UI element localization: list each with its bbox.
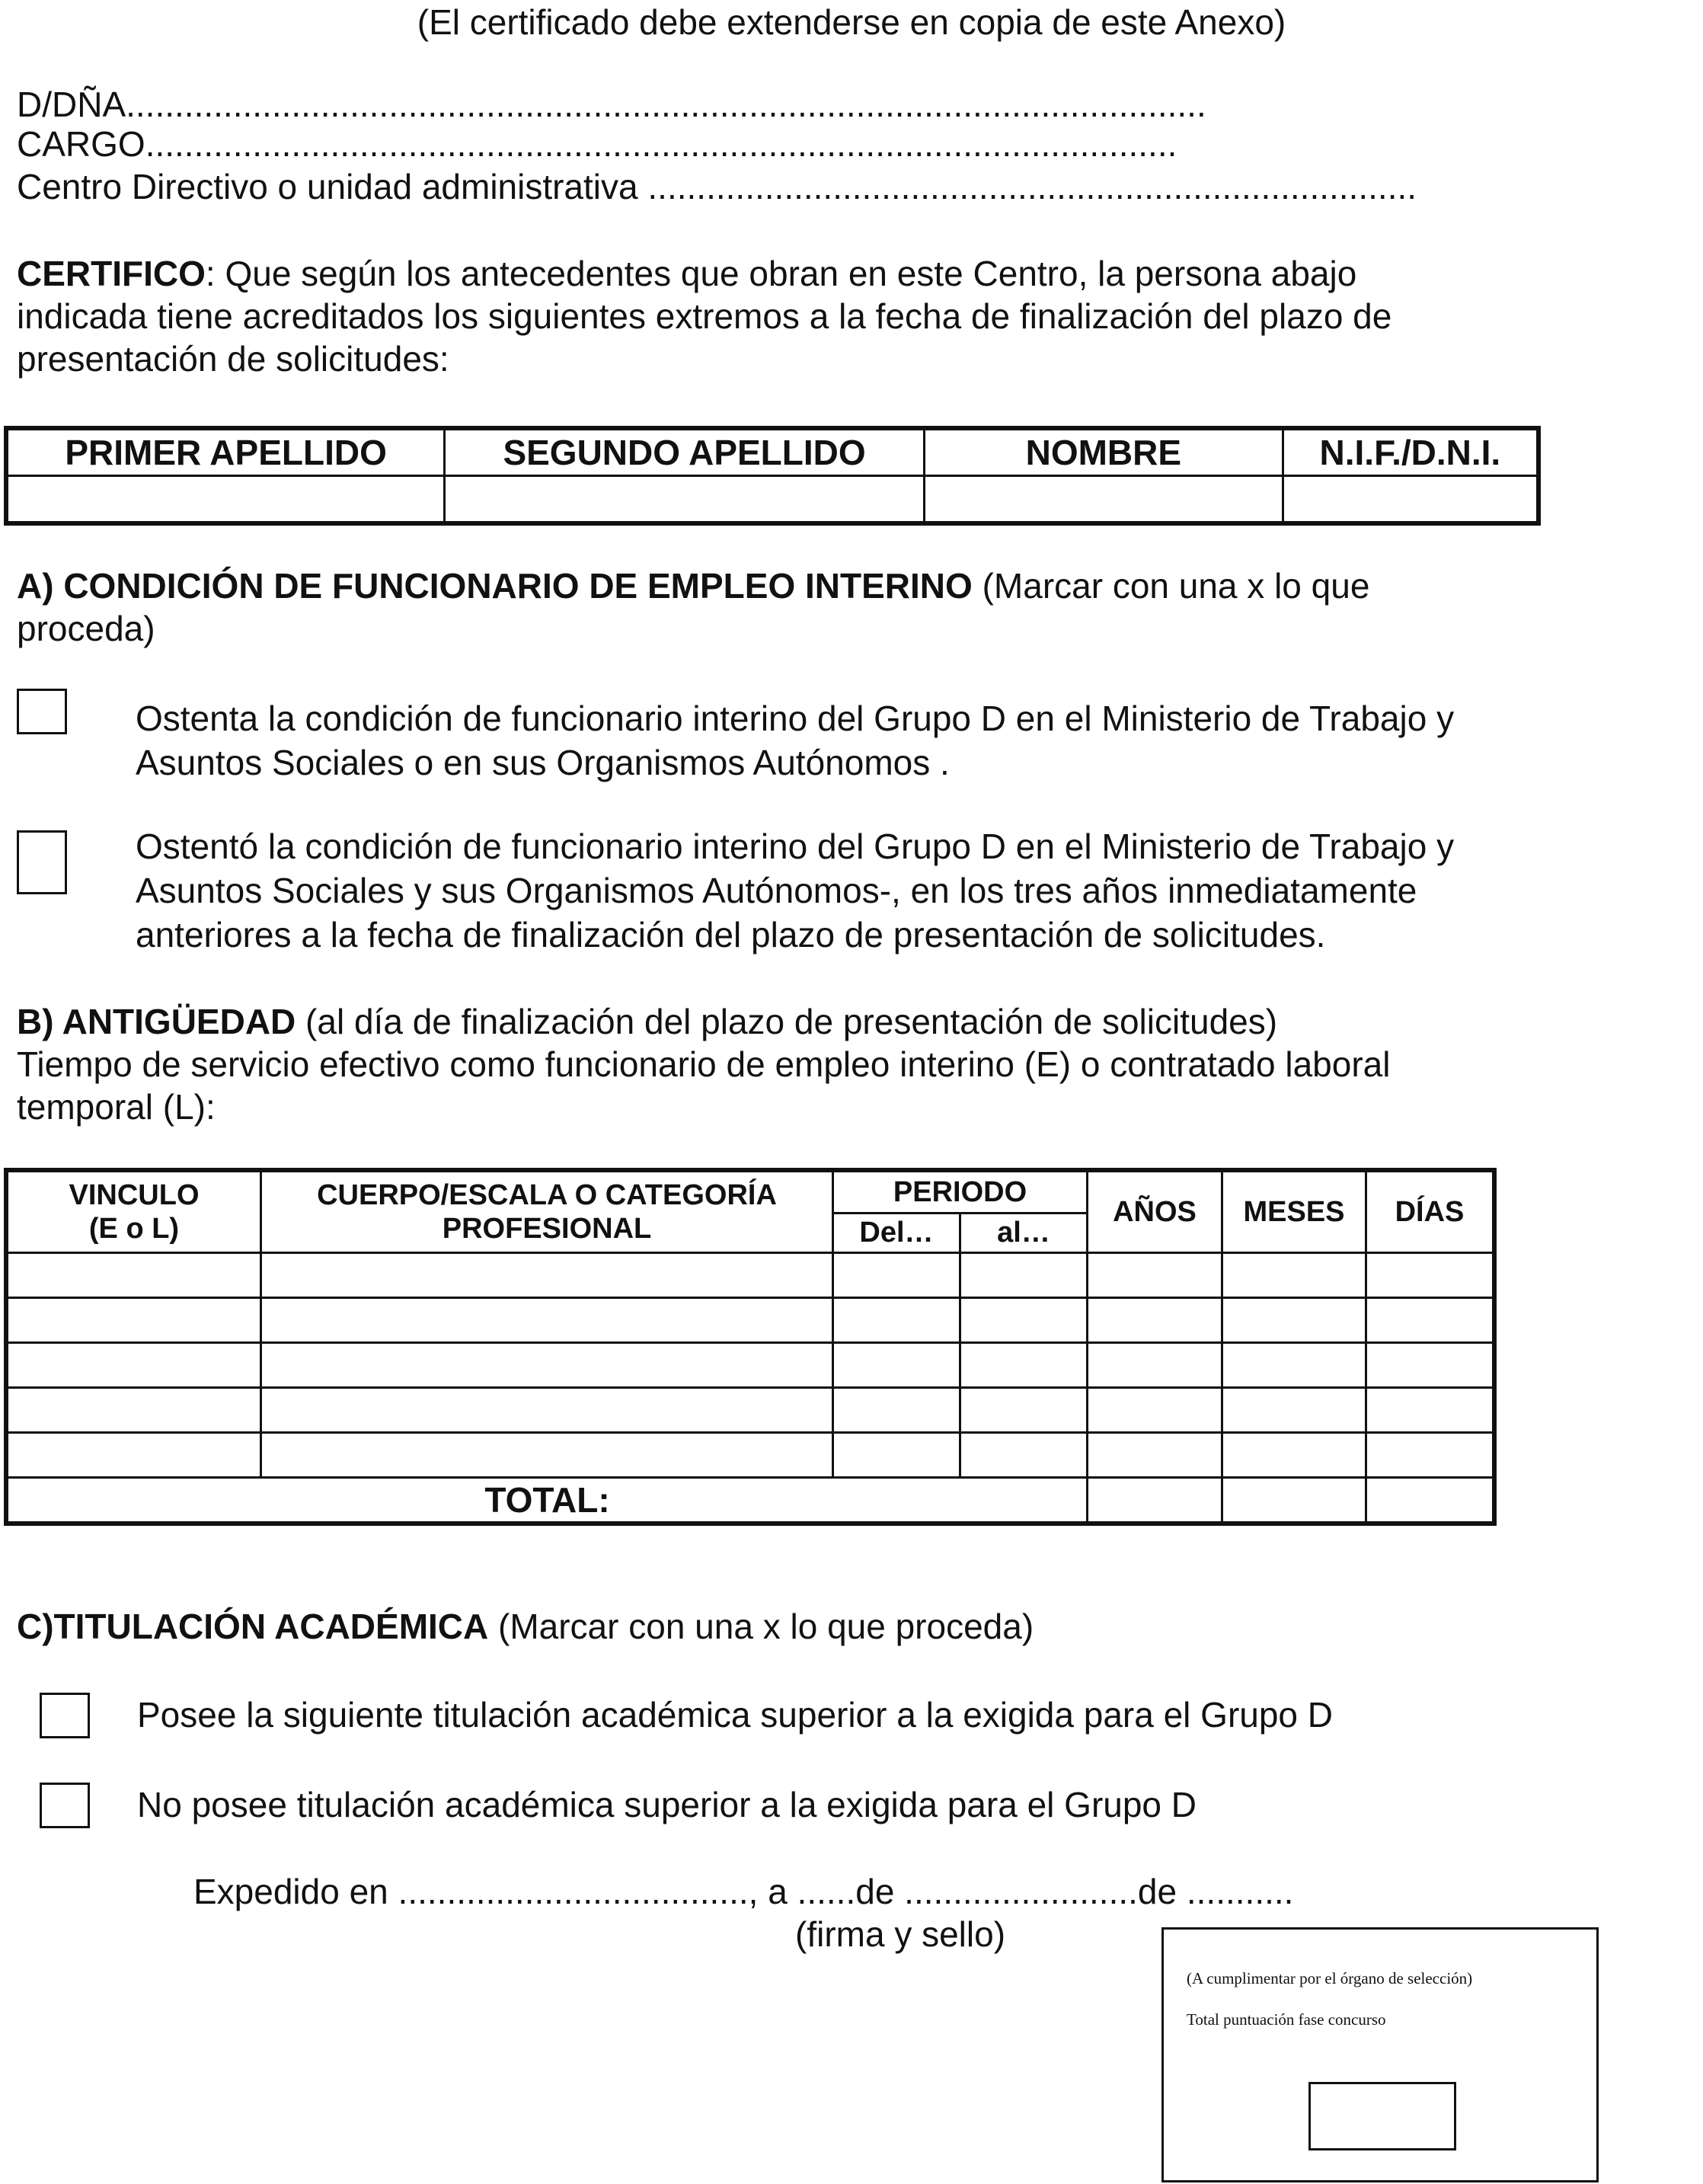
cell-nombre[interactable] bbox=[924, 476, 1283, 523]
section-b-line-1 bbox=[17, 999, 1277, 1044]
option-a1 bbox=[136, 696, 1685, 785]
col-del: Del… bbox=[833, 1213, 960, 1252]
dd-label: D/DÑA bbox=[17, 85, 126, 124]
section-a-note-2: proceda) bbox=[17, 609, 155, 648]
option-c1: Posee la siguiente titulación académica superior a la exigida para el Grupo D bbox=[137, 1695, 1334, 1735]
section-c-note: (Marcar con una x lo que proceda) bbox=[488, 1607, 1034, 1646]
checkbox-c1[interactable] bbox=[40, 1693, 90, 1738]
total-row bbox=[8, 1478, 1494, 1523]
certifico-line-1 bbox=[17, 251, 1697, 296]
score-input-box[interactable] bbox=[1308, 2082, 1456, 2150]
checkbox-a1[interactable] bbox=[17, 689, 67, 734]
selection-box bbox=[1161, 1927, 1599, 2182]
certifico-label: CERTIFICO bbox=[17, 254, 206, 293]
table-row bbox=[8, 1343, 1494, 1388]
option-a1-line-2: Asuntos Sociales o en sus Organismos Autónomos . bbox=[136, 743, 950, 782]
section-b-title: B) ANTIGÜEDAD bbox=[17, 1002, 296, 1041]
selection-box-line-1: (A cumplimentar por el órgano de selección) bbox=[1187, 1969, 1473, 1987]
option-a1-line-1: Ostenta la condición de funcionario interino del Grupo D en el Ministerio de Trabajo y bbox=[136, 699, 1455, 738]
certifico-text-1: : Que según los antecedentes que obran en este Centro, la persona abajo bbox=[205, 254, 1357, 293]
centro-field bbox=[17, 165, 1417, 209]
col-cuerpo bbox=[261, 1172, 833, 1253]
section-b-desc-1: Tiempo de servicio efectivo como funcionario de empleo interino (E) o contratado laboral bbox=[17, 1044, 1391, 1084]
cuerpo-sub: PROFESIONAL bbox=[442, 1213, 652, 1245]
section-c-line bbox=[17, 1604, 1034, 1648]
cuerpo-label: CUERPO/ESCALA O CATEGORÍA bbox=[317, 1179, 777, 1211]
option-a2 bbox=[136, 824, 1685, 957]
antiguedad-table bbox=[6, 1170, 1494, 1524]
dd-dots: ............................................................................................................... bbox=[126, 85, 1206, 124]
checkbox-a2[interactable] bbox=[17, 830, 67, 894]
col-al: al… bbox=[960, 1213, 1088, 1252]
checkbox-c2[interactable] bbox=[40, 1783, 90, 1828]
table-row bbox=[8, 1388, 1494, 1433]
vinculo-sub: (E o L) bbox=[88, 1213, 180, 1245]
col-dias: DÍAS bbox=[1366, 1172, 1494, 1253]
cell-primer-apellido[interactable] bbox=[8, 476, 445, 523]
section-c-title: C)TITULACIÓN ACADÉMICA bbox=[17, 1607, 489, 1646]
person-table-row bbox=[8, 476, 1538, 523]
section-a-note-1: (Marcar con una x lo que bbox=[972, 566, 1370, 606]
col-anos: AÑOS bbox=[1088, 1172, 1222, 1253]
vinculo-label: VINCULO bbox=[69, 1179, 200, 1211]
col-vinculo bbox=[8, 1172, 261, 1253]
col-periodo: PERIODO bbox=[833, 1172, 1088, 1214]
col-nif-dni: N.I.F./D.N.I. bbox=[1283, 430, 1537, 476]
cell-nif-dni[interactable] bbox=[1283, 476, 1537, 523]
total-meses[interactable] bbox=[1222, 1478, 1366, 1523]
person-table-header bbox=[8, 430, 1538, 476]
table-row bbox=[8, 1298, 1494, 1343]
option-a2-line-1: Ostentó la condición de funcionario interino del Grupo D en el Ministerio de Trabajo y bbox=[136, 827, 1455, 866]
option-a2-line-2: Asuntos Sociales y sus Organismos Autónomos-, en los tres años inmediatamente bbox=[136, 871, 1417, 910]
section-a-line-1 bbox=[17, 564, 1369, 608]
certifico-line-2: indicada tiene acreditados los siguientes extremos a la fecha de finalización del plazo de bbox=[17, 296, 1392, 336]
section-b-desc-2: temporal (L): bbox=[17, 1087, 216, 1127]
total-label: TOTAL: bbox=[8, 1478, 1088, 1523]
cargo-label: CARGO bbox=[17, 124, 145, 164]
table-row bbox=[8, 1253, 1494, 1298]
person-table bbox=[6, 428, 1538, 523]
total-anos[interactable] bbox=[1088, 1478, 1222, 1523]
dd-field bbox=[17, 82, 1206, 126]
header-note: (El certificado debe extenderse en copia de este Anexo) bbox=[417, 2, 1286, 42]
centro-label: Centro Directivo o unidad administrativa bbox=[17, 167, 638, 206]
antiguedad-header-1 bbox=[8, 1172, 1494, 1214]
section-b-note: (al día de finalización del plazo de presentación de solicitudes) bbox=[296, 1002, 1278, 1041]
section-a-title: A) CONDICIÓN DE FUNCIONARIO DE EMPLEO INTERINO bbox=[17, 566, 973, 606]
firma-sello: (firma y sello) bbox=[795, 1914, 1006, 1954]
table-row bbox=[8, 1433, 1494, 1478]
selection-box-line-2: Total puntuación fase concurso bbox=[1187, 2010, 1386, 2029]
expedido-line: Expedido en ...................................., a ......de ........................de ........... bbox=[193, 1872, 1294, 1911]
col-segundo-apellido: SEGUNDO APELLIDO bbox=[445, 430, 925, 476]
col-primer-apellido: PRIMER APELLIDO bbox=[8, 430, 445, 476]
option-a2-line-3: anteriores a la fecha de finalización del plazo de presentación de solicitudes. bbox=[136, 915, 1326, 955]
option-c2: No posee titulación académica superior a la exigida para el Grupo D bbox=[137, 1785, 1197, 1824]
cargo-field bbox=[17, 122, 1177, 166]
centro-dots: ............................................................................... bbox=[647, 167, 1417, 206]
certifico-line-3: presentación de solicitudes: bbox=[17, 339, 449, 379]
col-nombre: NOMBRE bbox=[924, 430, 1283, 476]
cargo-dots: .......................................................................................................... bbox=[145, 124, 1177, 164]
cell-segundo-apellido[interactable] bbox=[445, 476, 925, 523]
total-dias[interactable] bbox=[1366, 1478, 1494, 1523]
col-meses: MESES bbox=[1222, 1172, 1366, 1253]
